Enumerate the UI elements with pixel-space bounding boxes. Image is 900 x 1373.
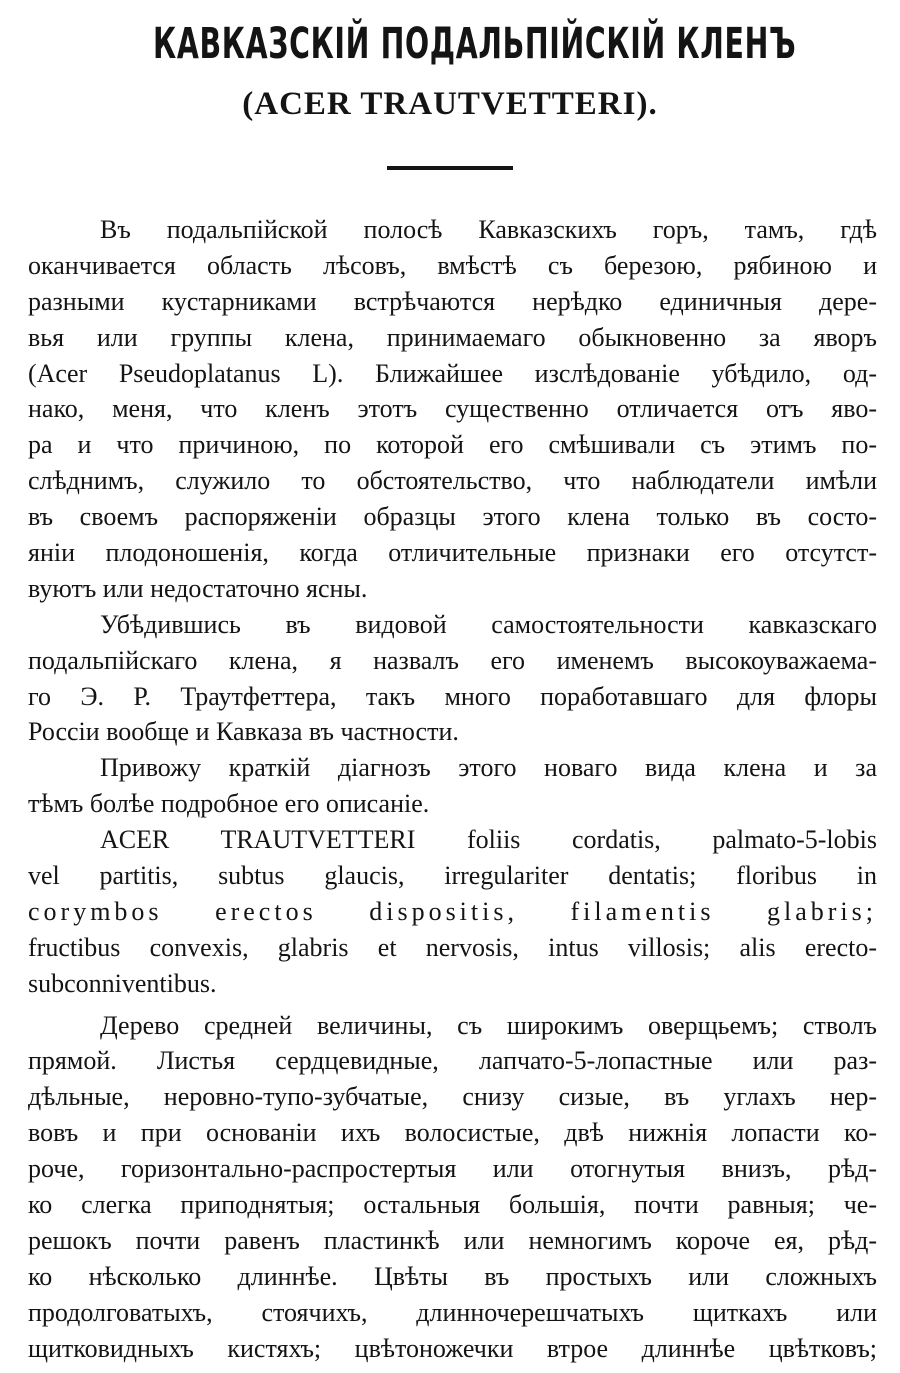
text-line: (Acer Pseudoplatanus L). Ближайшее изслѣдованіе убѣдило, од-	[28, 358, 877, 388]
text-line: Въ подальпійской полосѣ Кавказскихъ горъ, тамъ, гдѣ	[100, 215, 877, 244]
text-line: тѣмъ болѣе подробное его описаніе.	[28, 789, 430, 819]
text-line: ACER TRAUTVETTERI foliis cordatis, palmato-5-lobis	[100, 825, 877, 855]
text-line: Дерево средней величины, съ широкимъ оверщьемъ; стволъ	[100, 1010, 877, 1040]
text-line: прямой. Листья сердцевидные, лапчато-5-лопастные или раз-	[28, 1046, 877, 1076]
text-line: щитковидныхъ кистяхъ; цвѣтоножечки втрое длиннѣе цвѣтковъ;	[28, 1333, 877, 1363]
text-line: Привожу краткій діагнозъ этого новаго вида клена и за	[100, 753, 877, 783]
text-line: нако, меня, что кленъ этотъ существенно отличается отъ яво-	[28, 394, 877, 424]
text-line: разными кустарниками встрѣчаются нерѣдко единичныя дере-	[28, 286, 877, 316]
text-line: Убѣдившись въ видовой самостоятельности кавказскаго	[100, 609, 877, 639]
text-line: vel partitis, subtus glaucis, irregulariter dentatis; floribus in	[28, 861, 877, 891]
text-line: fructibus convexis, glabris et nervosis, intus villosis; alis erecto-	[28, 932, 877, 962]
text-line: вовъ и при основаніи ихъ волосистые, двѣ нижнія лопасти ко-	[28, 1118, 877, 1148]
latin-subtitle: (ACER TRAUTVETTERI).	[242, 86, 658, 122]
text-line: яніи плодоношенія, когда отличительные признаки его отсутст-	[28, 538, 877, 568]
text-line: оканчивается область лѣсовъ, вмѣстѣ съ березою, рябиною и	[28, 250, 877, 280]
text-line: ра и что причиною, по которой его смѣшивали съ этимъ по-	[28, 430, 877, 460]
text-line: подальпійскаго клена, я назвалъ его именемъ высокоуважаема-	[28, 645, 877, 675]
page-title: КАВКАЗСКІЙ ПОДАЛЬПІЙСКІЙ КЛЕНЪ	[153, 19, 797, 69]
title-divider	[387, 166, 513, 170]
body-text	[28, 212, 877, 1367]
text-line: ко слегка приподнятыя; остальныя большія, почти равныя; че-	[28, 1190, 877, 1220]
text-line: роче, горизонтально-распростертыя или отогнутыя внизъ, рѣд-	[28, 1154, 877, 1184]
text-line: дѣльные, неровно-тупо-зубчатые, снизу сизые, въ углахъ нер-	[28, 1082, 877, 1112]
text-line: corymbos erectos dispositis, filamentis glabris;	[28, 896, 877, 926]
text-line: вуютъ или недостаточно ясны.	[28, 573, 368, 603]
text-line: решокъ почти равенъ пластинкѣ или немногимъ короче ея, рѣд-	[28, 1225, 877, 1255]
text-line: слѣднимъ, служило то обстоятельство, что наблюдатели имѣли	[28, 466, 877, 496]
text-line: Россіи вообще и Кавказа въ частности.	[28, 717, 459, 747]
text-line: продолговатыхъ, стоячихъ, длинночерешчатыхъ щиткахъ или	[28, 1297, 877, 1327]
text-line: ко нѣсколько длиннѣе. Цвѣты въ простыхъ или сложныхъ	[28, 1261, 877, 1291]
text-line: subconniventibus.	[28, 968, 217, 998]
text-line: го Э. Р. Траутфеттера, такъ много поработавшаго для флоры	[28, 681, 877, 711]
text-line: въ своемъ распоряженіи образцы этого клена только въ состо-	[28, 502, 877, 532]
text-line: вья или группы клена, принимаемаго обыкновенно за яворъ	[28, 322, 877, 352]
